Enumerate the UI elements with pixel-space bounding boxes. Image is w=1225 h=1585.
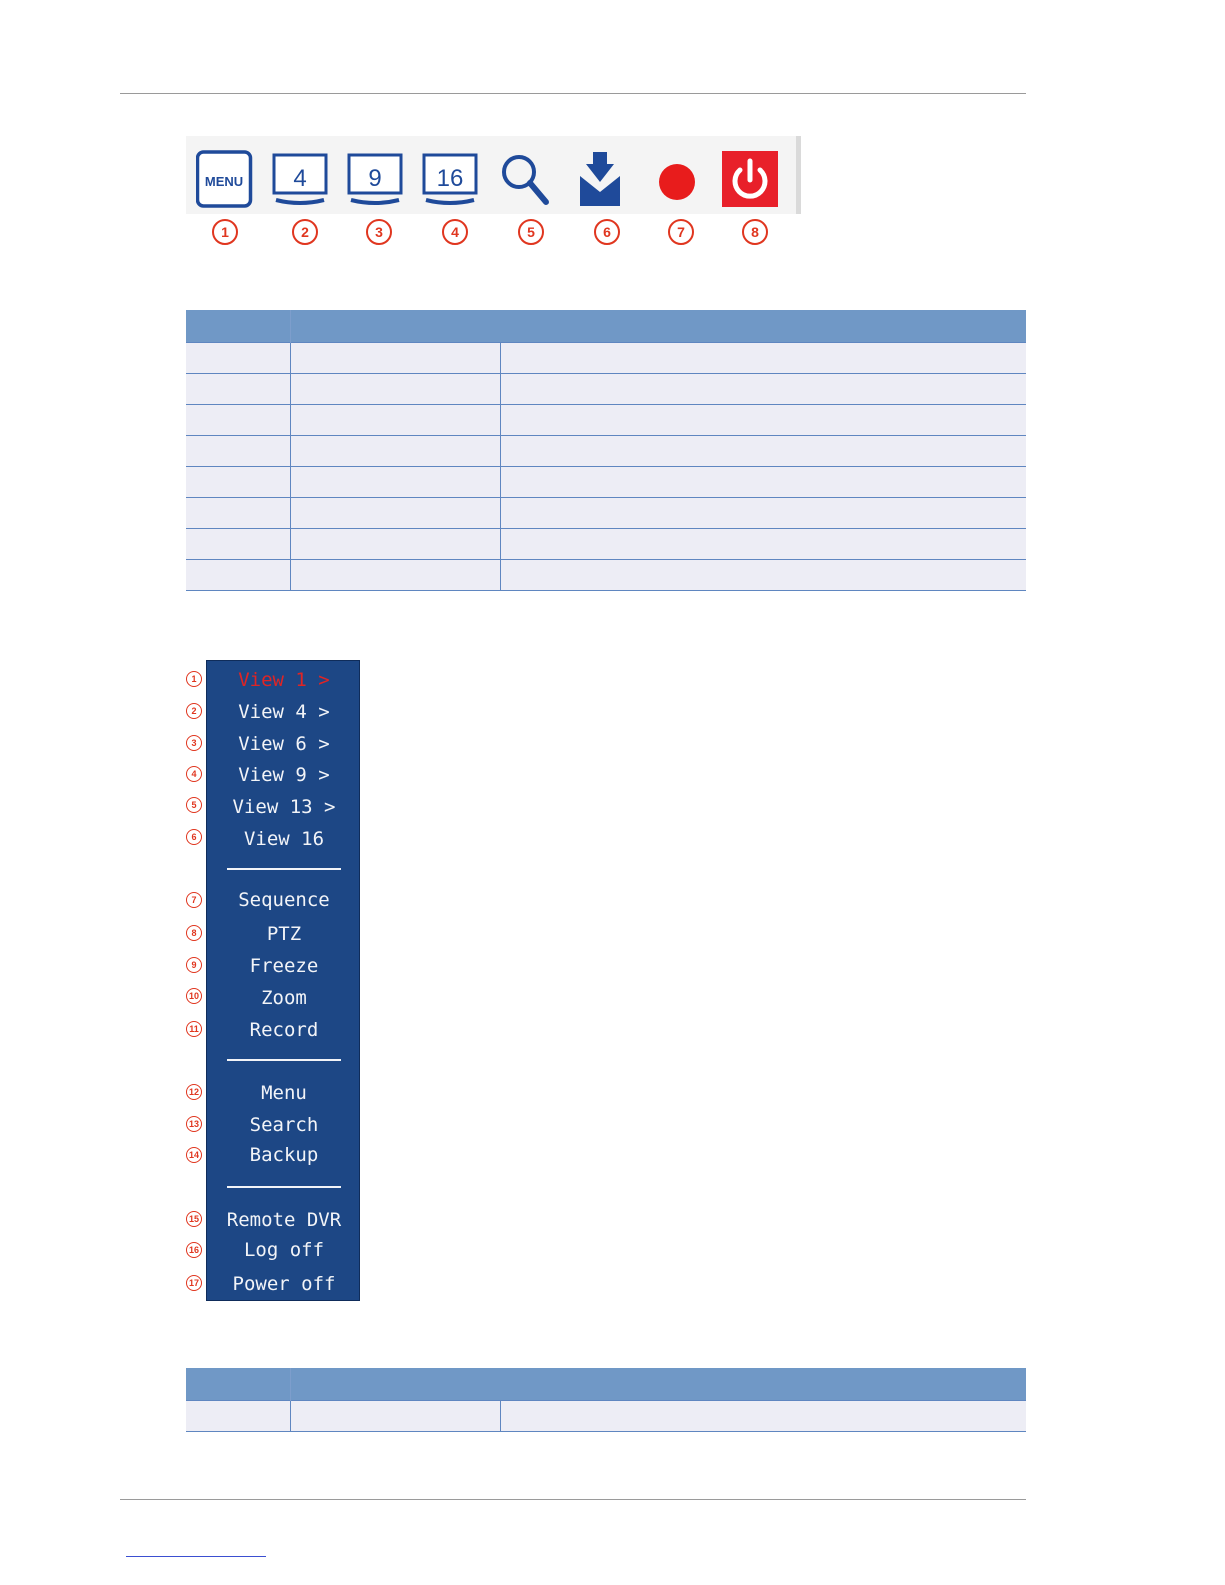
table-cell: [290, 343, 500, 374]
table-cell: [500, 467, 1026, 498]
table-cell: [290, 560, 500, 591]
menu-callout-5: 5: [186, 797, 202, 813]
menu-item-freeze[interactable]: Freeze: [249, 955, 319, 977]
callout-8: 8: [742, 219, 768, 245]
table-row: [186, 498, 1026, 529]
table-header-cell: [186, 1368, 290, 1401]
view-4-button[interactable]: [272, 150, 332, 210]
table-cell: [186, 343, 290, 374]
table-cell: [290, 405, 500, 436]
menu-item-view-1[interactable]: View 1 >: [238, 669, 330, 691]
callout-6: 6: [594, 219, 620, 245]
context-menu: [206, 660, 360, 1301]
table-cell: [290, 498, 500, 529]
table-row: [186, 374, 1026, 405]
menu-item-record[interactable]: Record: [249, 1019, 319, 1041]
menu-callout-7: 7: [186, 892, 202, 908]
menu-callout-15: 15: [186, 1211, 202, 1227]
toolbar-scroll-edge: [796, 136, 801, 214]
table-cell: [186, 467, 290, 498]
callout-3: 3: [366, 219, 392, 245]
view-4-label: 4: [293, 165, 307, 192]
menu-description-table: [186, 1368, 1026, 1432]
menu-item-menu[interactable]: Menu: [261, 1082, 307, 1104]
menu-separator: [227, 868, 341, 870]
header-rule: [120, 93, 1026, 94]
menu-callout-2: 2: [186, 703, 202, 719]
record-button[interactable]: [656, 150, 716, 210]
table-cell: [186, 405, 290, 436]
menu-callout-12: 12: [186, 1084, 202, 1100]
table-row: [186, 467, 1026, 498]
backup-button[interactable]: [578, 150, 638, 210]
menu-separator: [227, 1186, 341, 1188]
table-header-row: [186, 1368, 1026, 1401]
menu-separator: [227, 1059, 341, 1061]
table-row: [186, 529, 1026, 560]
view-9-label: 9: [368, 165, 382, 192]
menu-callout-14: 14: [186, 1147, 202, 1163]
table-header-cell: [290, 310, 1026, 343]
table-cell: [500, 436, 1026, 467]
table-cell: [186, 436, 290, 467]
menu-item-view-13[interactable]: View 13 >: [232, 796, 336, 818]
table-cell: [186, 374, 290, 405]
menu-callout-11: 11: [186, 1021, 202, 1037]
footer-link-underline[interactable]: [126, 1556, 266, 1557]
table-row: [186, 1401, 1026, 1432]
table-row: [186, 436, 1026, 467]
table-cell: [500, 1401, 1026, 1432]
table-cell: [500, 560, 1026, 591]
search-button[interactable]: [500, 150, 560, 210]
menu-callout-17: 17: [186, 1275, 202, 1291]
table-header-cell: [290, 1368, 1026, 1401]
view-9-button[interactable]: [347, 150, 407, 210]
table-cell: [290, 529, 500, 560]
callout-1: 1: [212, 219, 238, 245]
menu-button[interactable]: [196, 150, 256, 210]
table-row: [186, 560, 1026, 591]
menu-item-sequence[interactable]: Sequence: [238, 889, 330, 911]
table-cell: [500, 529, 1026, 560]
footer-rule: [120, 1499, 1026, 1500]
power-button[interactable]: [722, 150, 782, 210]
menu-callout-3: 3: [186, 735, 202, 751]
callout-7: 7: [668, 219, 694, 245]
menu-item-backup[interactable]: Backup: [249, 1144, 319, 1166]
table-cell: [186, 529, 290, 560]
menu-callout-9: 9: [186, 957, 202, 973]
menu-item-power-off[interactable]: Power off: [232, 1273, 336, 1295]
menu-item-ptz[interactable]: PTZ: [266, 923, 302, 945]
table-cell: [290, 374, 500, 405]
table-cell: [500, 405, 1026, 436]
view-16-label: 16: [436, 165, 464, 192]
menu-button-label: MENU: [204, 174, 244, 189]
table-cell: [500, 374, 1026, 405]
table-header-row: [186, 310, 1026, 343]
table-cell: [186, 498, 290, 529]
view-16-button[interactable]: [422, 150, 482, 210]
callout-4: 4: [442, 219, 468, 245]
menu-callout-4: 4: [186, 766, 202, 782]
backup-icon: [578, 150, 638, 210]
table-header-cell: [186, 310, 290, 343]
menu-callout-13: 13: [186, 1116, 202, 1132]
table-row: [186, 343, 1026, 374]
record-icon: [656, 150, 716, 210]
menu-item-search[interactable]: Search: [249, 1114, 319, 1136]
table-row: [186, 405, 1026, 436]
search-icon: [500, 150, 560, 210]
table-cell: [500, 343, 1026, 374]
table-cell: [500, 498, 1026, 529]
power-icon: [722, 150, 782, 210]
menu-callout-6: 6: [186, 829, 202, 845]
menu-item-view-6[interactable]: View 6 >: [238, 733, 330, 755]
table-cell: [290, 1401, 500, 1432]
table-cell: [186, 1401, 290, 1432]
menu-callout-16: 16: [186, 1242, 202, 1258]
menu-item-view-9[interactable]: View 9 >: [238, 764, 330, 786]
table-cell: [186, 560, 290, 591]
menu-item-remote-dvr[interactable]: Remote DVR: [226, 1209, 342, 1231]
callout-2: 2: [292, 219, 318, 245]
menu-callout-8: 8: [186, 925, 202, 941]
toolbar-description-table: [186, 310, 1026, 591]
menu-item-view-16[interactable]: View 16: [243, 828, 325, 850]
table-cell: [290, 436, 500, 467]
menu-callout-10: 10: [186, 988, 202, 1004]
menu-item-log-off[interactable]: Log off: [243, 1239, 325, 1261]
callout-5: 5: [518, 219, 544, 245]
menu-callout-1: 1: [186, 671, 202, 687]
menu-item-view-4[interactable]: View 4 >: [238, 701, 330, 723]
menu-item-zoom[interactable]: Zoom: [261, 987, 307, 1009]
table-cell: [290, 467, 500, 498]
